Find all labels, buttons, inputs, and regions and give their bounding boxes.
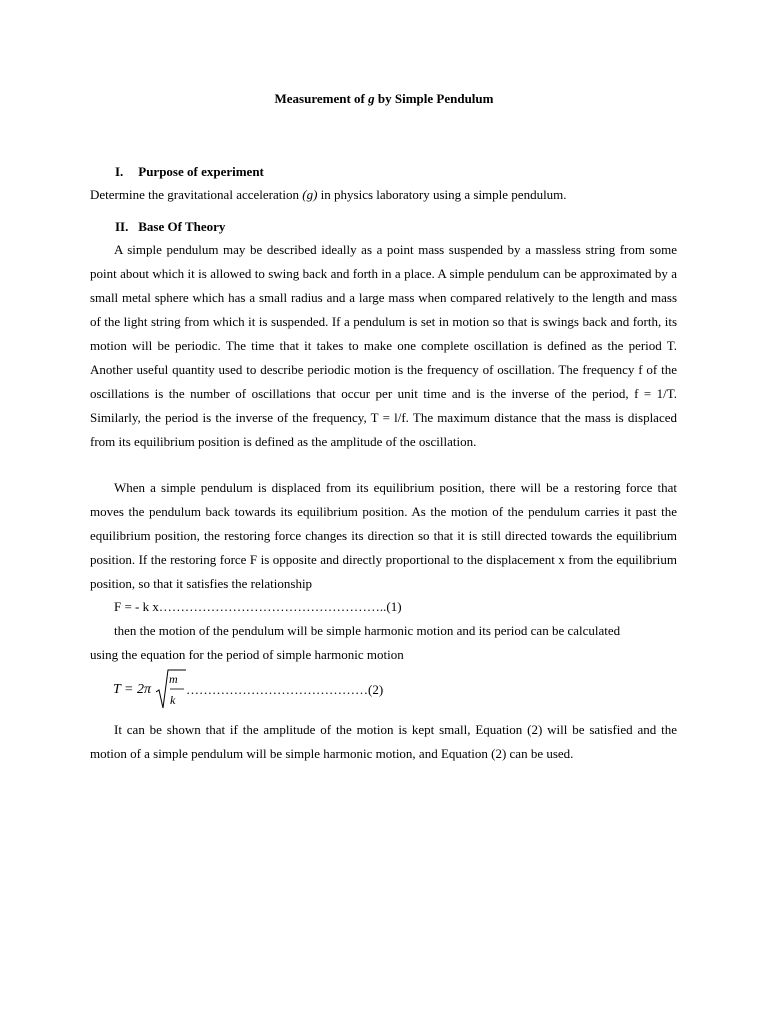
purpose-g-symbol: (g) [302, 187, 318, 202]
equation-2 [113, 668, 533, 712]
section-1-title: Purpose of experiment [138, 164, 264, 179]
theory-paragraph-1-text: A simple pendulum may be described ideally as a point mass suspended by a massless string from some point about which it is allowed to swing back and forth in a place. A simple pendulum can be approximated by a small metal sphere which has a small radius and a large mass when compared relatively to the length and mass of the light string from which it is suspended. If a pendulum is set in motion so that is swings back and forth, its motion will be periodic. The time that it takes to make one complete oscillation is defined as the period T. Another useful quantity used to describe periodic motion is the frequency of oscillation. The frequency f of the oscillations is the number of oscillations that occur per unit time and is the inverse of the period, f = 1/T. Similarly, the period is the inverse of the frequency, T = l/f. The maximum distance that the mass is displaced from its equilibrium position is defined as the amplitude of the oscillation. [90, 242, 677, 449]
equation-2-lhs: T = 2π [113, 682, 151, 697]
section-2-heading [115, 218, 225, 236]
section-1-number: I. [115, 164, 124, 179]
title-g-symbol: g [368, 91, 375, 106]
title-text-start: Measurement of [274, 91, 369, 106]
title-text-end: by Simple Pendulum [374, 91, 494, 106]
theory-paragraph-1 [90, 238, 677, 454]
section-2-title: Base Of Theory [138, 219, 226, 234]
theory-paragraph-3 [90, 718, 677, 766]
fraction-denominator: k [170, 693, 176, 707]
section-2-number: II. [115, 219, 129, 234]
after-equation-1-line-1: then the motion of the pendulum will be simple harmonic motion and its period can be calculated [114, 623, 621, 638]
section-1-heading [115, 163, 264, 181]
theory-paragraph-2-text: When a simple pendulum is displaced from its equilibrium position, there will be a restoring force that moves the pendulum back towards its equilibrium position. As the motion of the pendulum carries it past the equilibrium position, the restoring force changes its direction so that it is still directed towards the equilibrium position. If the restoring force F is opposite and directly proportional to the displacement x from the equilibrium position, so that it satisfies the relationship [90, 480, 677, 591]
theory-paragraph-3-text: It can be shown that if the amplitude of the motion is kept small, Equation (2) will be satisfied and the motion of a simple pendulum will be simple harmonic motion, and Equation (2) can be used. [90, 722, 677, 761]
purpose-text-start: Determine the gravitational acceleration [90, 187, 303, 202]
section-1-text [90, 186, 567, 204]
theory-paragraph-2 [90, 476, 677, 596]
equation-1: F = - k x……………………………………………..(1) [114, 599, 402, 614]
purpose-text-end: in physics laboratory using a simple pendulum. [317, 187, 567, 202]
document-title [0, 90, 768, 108]
after-equation-1-line-2: using the equation for the period of simple harmonic motion [90, 647, 404, 662]
fraction-numerator: m [169, 672, 178, 686]
equation-2-label: ……………………………………(2) [186, 682, 384, 697]
